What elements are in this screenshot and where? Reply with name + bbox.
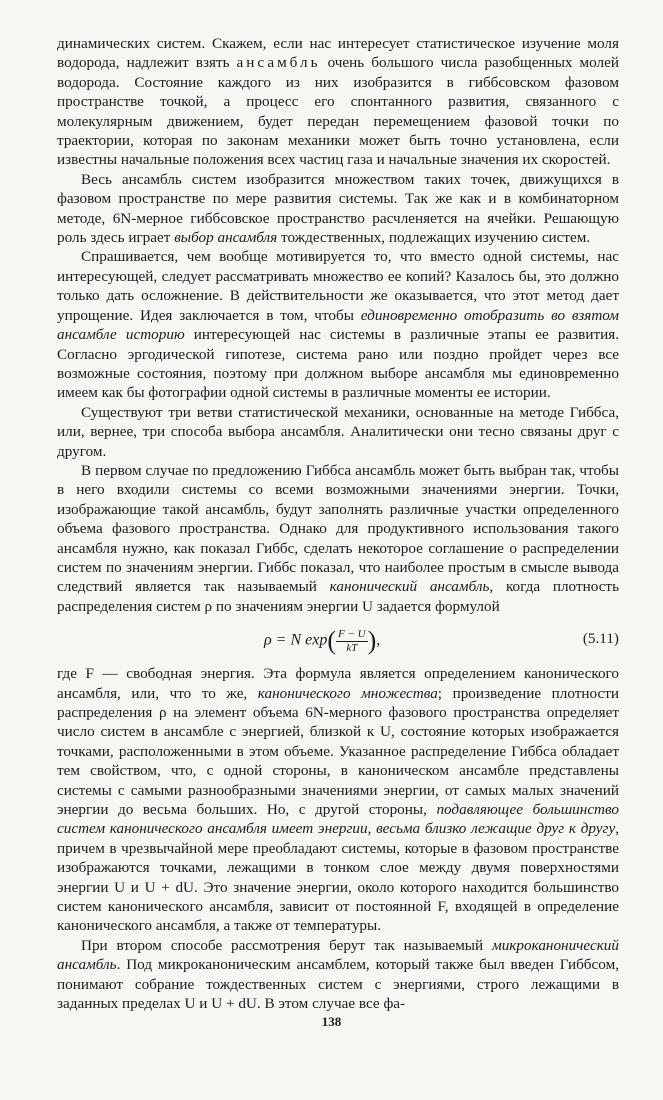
formula-tail: ,	[376, 631, 381, 649]
paragraph-5: В первом случае по предложению Гиббса ансамбль может быть выбран так, чтобы в него входили системы со всеми возможными значениями энергии. Точки, изображающие такой ансамбль, будут заполнять различные участки определенного объема фазового пространства. Однако для продуктивного использования такого ансамбля нужно, как показал Гиббс, сделать некоторое соглашение о распределении систем по значениям энергии. Гиббс показал, что наиболее простым в смысле вывода следствий является так называемый канонический ансамбль, когда плотность распределения систем ρ по значениям энергии U задается формулой	[57, 461, 619, 615]
emphasis: единовременно отобразить во взятом ансамбле историю	[57, 306, 619, 344]
spaced-term: ансамбль	[236, 54, 321, 72]
formula-denominator: kT	[346, 641, 358, 654]
equation-number: (5.11)	[582, 630, 619, 648]
emphasis: канонического множества	[257, 684, 438, 702]
emphasis: микроканонический ансамбль	[57, 936, 619, 974]
paragraph-2: Весь ансамбль систем изобразится множеством таких точек, движущихся в фазовом пространстве по мере развития системы. Так же как и в комбинаторном методе, 6N-мерное гиббсовское пространство расчленяется на ячейки. Решающую роль здесь играет выбор ансамбля тождественных, подлежащих изучению систем.	[57, 170, 619, 247]
formula-5-11	[57, 618, 619, 662]
paragraph-3: Спрашивается, чем вообще мотивируется то, что вместо одной системы, нас интересующей, следует рассматривать множество ее копий? Казалось бы, это должно только дать осложнение. В действительности же оказывается, что этот метод дает упрощение. Идея заключается в том, чтобы единовременно отобразить во взятом ансамбле историю интересующей нас системы в различные этапы ее развития. Согласно эргодической гипотезе, система рано или поздно пройдет через все возможные состояния, поэтому при должном выборе ансамбля мы единовременно имеем как бы фотографии одной системы в различные моменты ее истории.	[57, 248, 619, 402]
formula-fraction	[336, 628, 368, 655]
emphasis: канонический ансамбль	[329, 578, 490, 596]
paragraph-7: При втором способе рассмотрения берут так называемый микроканонический ансамбль. Под микроканоническим ансамблем, который также был введен Гиббсом, понимают собрание тождественных систем с энергиями, строго лежащими в заданных пределах U и U + dU. В этом случае все фа-	[57, 936, 619, 1013]
emphasis: выбор ансамбля	[174, 229, 278, 247]
paragraph-6: где F — свободная энергия. Эта формула является определением канонического ансамбля, или, что то же, канонического множества; произведение плотности распределения ρ на элемент объема 6N-мерного фазового пространства определяет число систем в ансамбле с энергией, близкой к U, состояние которых изображается точками, расположенными в этом объеме. Указанное распределение Гиббса обладает тем свойством, что, с одной стороны, в каноническом ансамбле представлены системы с самыми разнообразными значениями энергии, от самых малых значений энергии до весьма больших. Но, с другой стороны, подавляющее большинство систем канонического ансамбля имеет энергии, весьма близко лежащие друг к другу, причем в чрезвычайной мере преобладают системы, которые в фазовом пространстве изображаются точками, лежащими в тонком слое между двумя поверхностями энергии U и U + dU. Это значение энергии, около которого находится большинство систем канонического ансамбля, зависит от постоянной F, входящей в определение канонического ансамбля, а также от температуры.	[57, 665, 620, 935]
formula-expression: ρ = N exp( $\frac{F - U}{kT}$ ),	[264, 626, 381, 656]
emphasis: подавляющее большинство систем канонического ансамбля имеет энергии, весьма близко лежащие друг к другу	[57, 801, 620, 838]
formula-numerator: F − U	[338, 627, 366, 640]
paragraph-4: Существуют три ветви статистической механики, основанные на методе Гиббса, или, вернее, три способа выбора ансамбля. Аналитически они тесно связаны друг с другом.	[57, 403, 619, 460]
page-number: 138	[321, 1014, 342, 1029]
paragraph-1: динамических систем. Скажем, если нас интересует статистическое изучение моля водорода, надлежит взять ансамбль очень большого числа разобщенных молей водорода. Состояние каждого из них изобразится в гиббсовском фазовом пространстве точкой, а процесс его спонтанного развития, связанного с молекулярным движением, будет передан перемещением фазовой точки по траектории, которая по законам механики может быть точно установлена, если известны начальные положения всех частиц газа и начальные значения их скоростей.	[57, 35, 619, 169]
formula-lhs: ρ = N exp	[264, 631, 328, 649]
